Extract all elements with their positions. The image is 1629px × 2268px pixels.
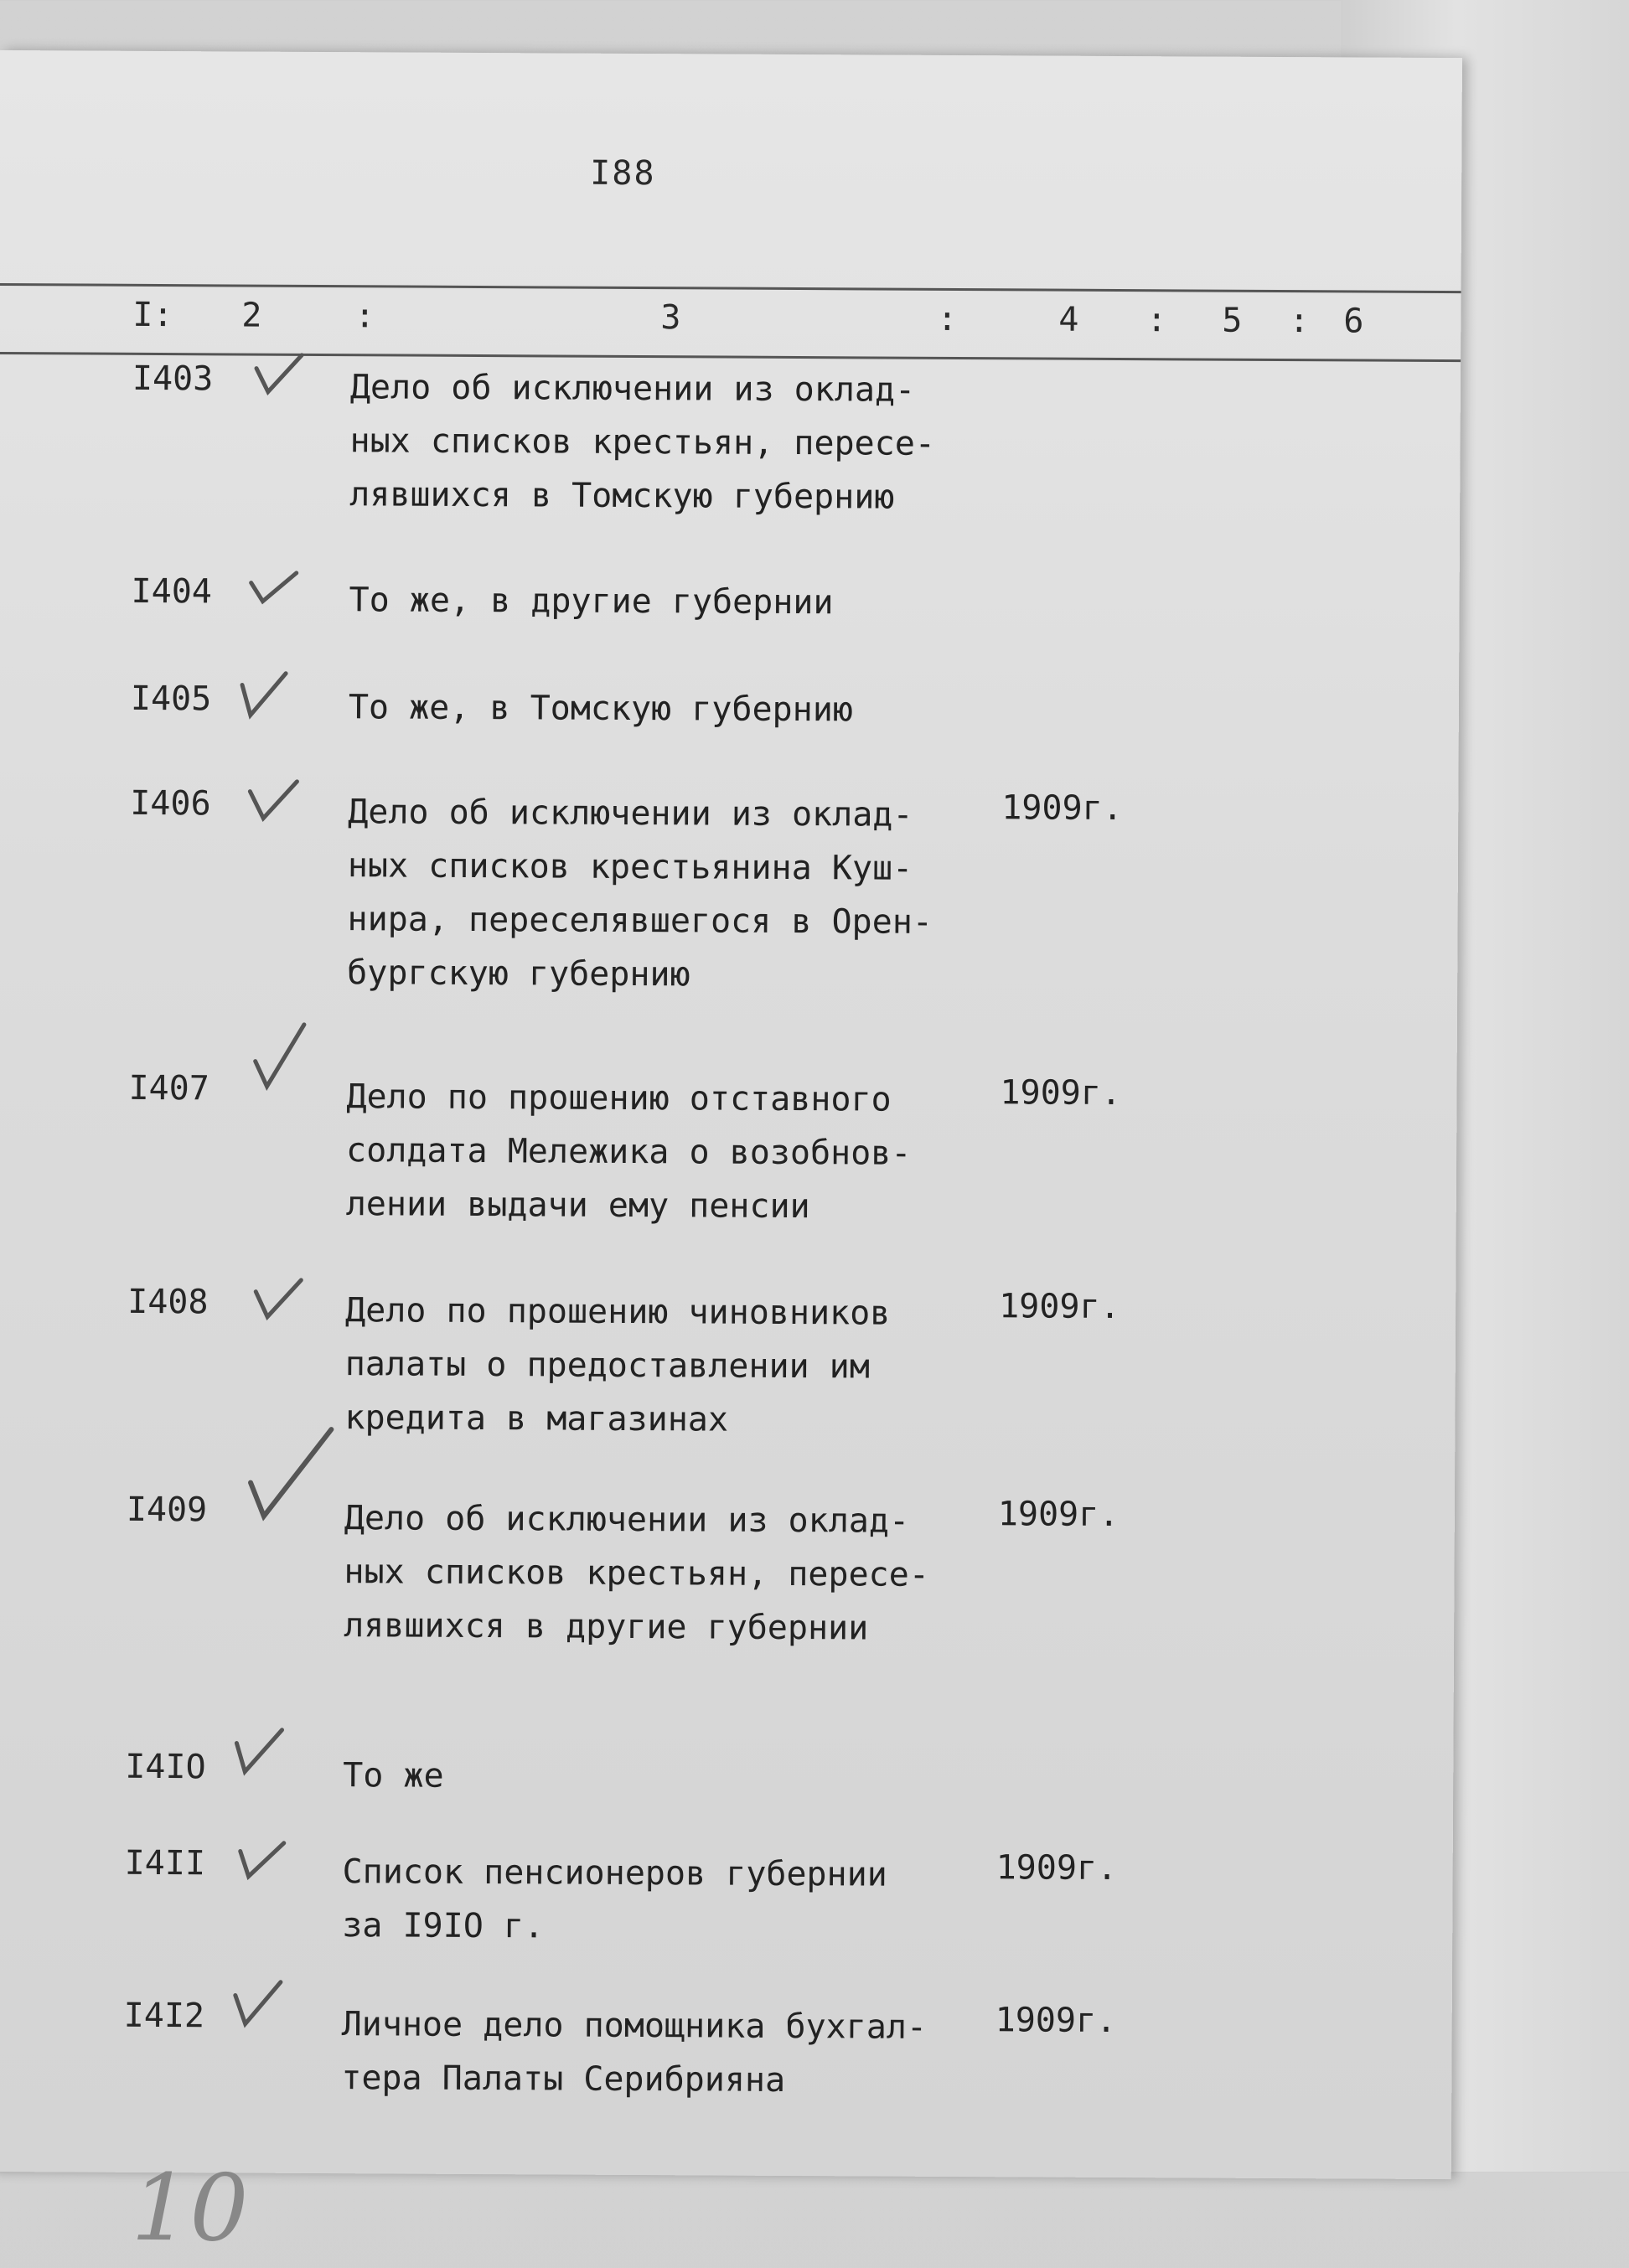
column-1-label: I: bbox=[132, 295, 173, 335]
item-number: I4I2 bbox=[123, 1996, 205, 2036]
column-6-label: 6 bbox=[1343, 302, 1364, 341]
column-5-label: 5 bbox=[1222, 301, 1243, 340]
item-number: I407 bbox=[128, 1068, 209, 1108]
check-mark-icon bbox=[243, 775, 302, 825]
check-mark-icon bbox=[230, 1726, 288, 1776]
column-4-label: 4 bbox=[1058, 300, 1079, 339]
inventory-list bbox=[0, 50, 1462, 2179]
list-item bbox=[0, 1996, 1452, 2100]
list-item bbox=[0, 1843, 1453, 1946]
item-number: I4IO bbox=[125, 1747, 206, 1787]
list-item bbox=[0, 1747, 1453, 1795]
check-mark-icon bbox=[234, 1834, 292, 1884]
column-separator: : bbox=[1289, 302, 1310, 341]
item-title: Дело об исключении из оклад- ных списков крестьянина Куш- нира, переселявшегося в Орен- бургскую губернию bbox=[347, 793, 933, 995]
item-title: То же, в другие губернии bbox=[349, 581, 834, 623]
column-3-label: 3 bbox=[660, 298, 681, 338]
item-title: То же bbox=[343, 1756, 444, 1795]
item-number: I404 bbox=[131, 571, 213, 612]
check-mark-icon bbox=[229, 1978, 287, 2028]
list-item bbox=[0, 359, 1461, 517]
check-mark-icon bbox=[235, 669, 294, 720]
item-number: I405 bbox=[130, 679, 212, 719]
check-mark-icon bbox=[244, 563, 303, 613]
item-title: Дело по прошению чиновников палаты о предоставлении им кредита в магазинах bbox=[344, 1291, 891, 1439]
column-separator: : bbox=[1146, 301, 1167, 340]
handwritten-mark: 10 bbox=[131, 2153, 249, 2262]
check-mark-icon bbox=[250, 1020, 308, 1095]
item-title: Дело об исключении из оклад- ных списков крестьян, пересе- лявшихся в другие губернии bbox=[344, 1499, 929, 1648]
list-item bbox=[0, 1490, 1455, 1648]
item-title: Дело об исключении из оклад- ных списков крестьян, пересе- лявшихся в Томскую губернию bbox=[349, 368, 936, 517]
check-mark-icon bbox=[244, 1424, 337, 1526]
item-date: 1909г. bbox=[995, 1848, 1118, 1888]
list-item bbox=[0, 783, 1458, 995]
item-title: Список пенсионеров губернии за I9IO г. bbox=[342, 1852, 887, 1946]
column-2-label: 2 bbox=[241, 296, 262, 335]
item-number: I4II bbox=[124, 1843, 206, 1883]
item-date: 1909г. bbox=[999, 1287, 1120, 1327]
list-item bbox=[0, 571, 1460, 623]
item-number: I409 bbox=[126, 1490, 208, 1530]
column-separator: : bbox=[354, 297, 375, 336]
item-title: То же, в Томскую губернию bbox=[348, 688, 854, 730]
item-number: I408 bbox=[127, 1282, 209, 1322]
item-date: 1909г. bbox=[1000, 1073, 1122, 1113]
item-title: Дело по прошению отставного солдата Мележика о возобнов- лении выдачи ему пенсии bbox=[345, 1077, 912, 1227]
list-item bbox=[0, 679, 1459, 730]
item-date: 1909г. bbox=[1001, 788, 1123, 829]
check-mark-icon bbox=[250, 350, 308, 400]
list-item bbox=[0, 1068, 1457, 1227]
item-date: 1909г. bbox=[997, 1495, 1120, 1535]
list-item bbox=[0, 1282, 1456, 1439]
check-mark-icon bbox=[249, 1273, 308, 1324]
document-page bbox=[0, 50, 1462, 2262]
item-number: I406 bbox=[130, 783, 211, 824]
item-title: Личное дело помощника бухгал- тера Палаты Серибрияна bbox=[341, 2005, 928, 2100]
page-number: I88 bbox=[590, 153, 656, 194]
column-separator: : bbox=[937, 299, 958, 338]
item-number: I403 bbox=[132, 359, 214, 399]
item-date: 1909г. bbox=[995, 2001, 1117, 2041]
